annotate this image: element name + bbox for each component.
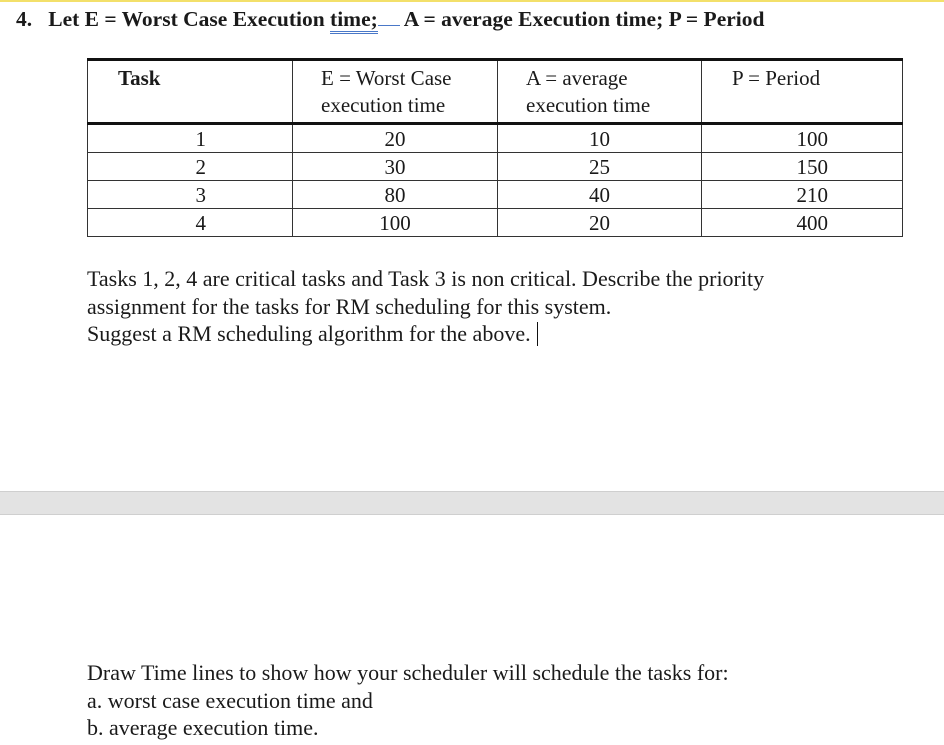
header-period: P = Period bbox=[702, 60, 903, 124]
header-average-line1: A = average bbox=[526, 66, 628, 90]
cell-average: 20 bbox=[498, 209, 702, 237]
header-worst-case-line2: execution time bbox=[321, 93, 446, 117]
cell-period: 150 bbox=[702, 153, 903, 181]
table-row bbox=[88, 181, 903, 209]
cell-task: 4 bbox=[88, 209, 293, 237]
cell-average: 25 bbox=[498, 153, 702, 181]
page-break-gap bbox=[0, 491, 944, 515]
spellcheck-marked-word[interactable]: time; bbox=[330, 7, 378, 34]
cell-worst-case: 20 bbox=[293, 124, 498, 153]
paragraph-line: Draw Time lines to show how your scheduler will schedule the tasks for: bbox=[87, 660, 729, 685]
question-heading bbox=[16, 5, 764, 33]
table-row bbox=[88, 124, 903, 153]
cell-worst-case: 100 bbox=[293, 209, 498, 237]
cell-period: 400 bbox=[702, 209, 903, 237]
paragraph-line: Tasks 1, 2, 4 are critical tasks and Task 3 is non critical. Describe the priority bbox=[87, 266, 765, 291]
instructions-paragraph[interactable] bbox=[87, 265, 764, 348]
question-text-start: Let E = Worst Case Execution bbox=[48, 7, 331, 31]
task-table bbox=[87, 58, 903, 237]
cell-period: 210 bbox=[702, 181, 903, 209]
question-text-end: A = average Execution time; P = Period bbox=[403, 7, 765, 31]
table-header-row bbox=[88, 60, 903, 124]
table-row bbox=[88, 153, 903, 181]
cell-worst-case: 30 bbox=[293, 153, 498, 181]
header-average-line2: execution time bbox=[526, 93, 651, 117]
cell-task: 2 bbox=[88, 153, 293, 181]
paragraph-line: assignment for the tasks for RM scheduling for this system. bbox=[87, 293, 612, 319]
timeline-paragraph[interactable] bbox=[87, 659, 729, 742]
paragraph-last-line bbox=[87, 320, 764, 348]
cell-task: 1 bbox=[88, 124, 293, 153]
top-yellow-rule bbox=[0, 0, 944, 2]
spellcheck-marked-gap bbox=[378, 7, 400, 26]
header-task: Task bbox=[88, 60, 293, 124]
header-worst-case-line1: E = Worst Case bbox=[321, 66, 452, 90]
question-number: 4. bbox=[16, 7, 33, 31]
paragraph-line: b. average execution time. bbox=[87, 715, 319, 740]
header-average bbox=[498, 60, 702, 124]
cell-average: 10 bbox=[498, 124, 702, 153]
cell-worst-case: 80 bbox=[293, 181, 498, 209]
cell-task: 3 bbox=[88, 181, 293, 209]
cell-average: 40 bbox=[498, 181, 702, 209]
paragraph-line: Suggest a RM scheduling algorithm for the above. bbox=[87, 321, 531, 346]
text-cursor bbox=[537, 322, 538, 346]
header-worst-case bbox=[293, 60, 498, 124]
paragraph-line: a. worst case execution time and bbox=[87, 687, 373, 713]
table-row bbox=[88, 209, 903, 237]
cell-period: 100 bbox=[702, 124, 903, 153]
